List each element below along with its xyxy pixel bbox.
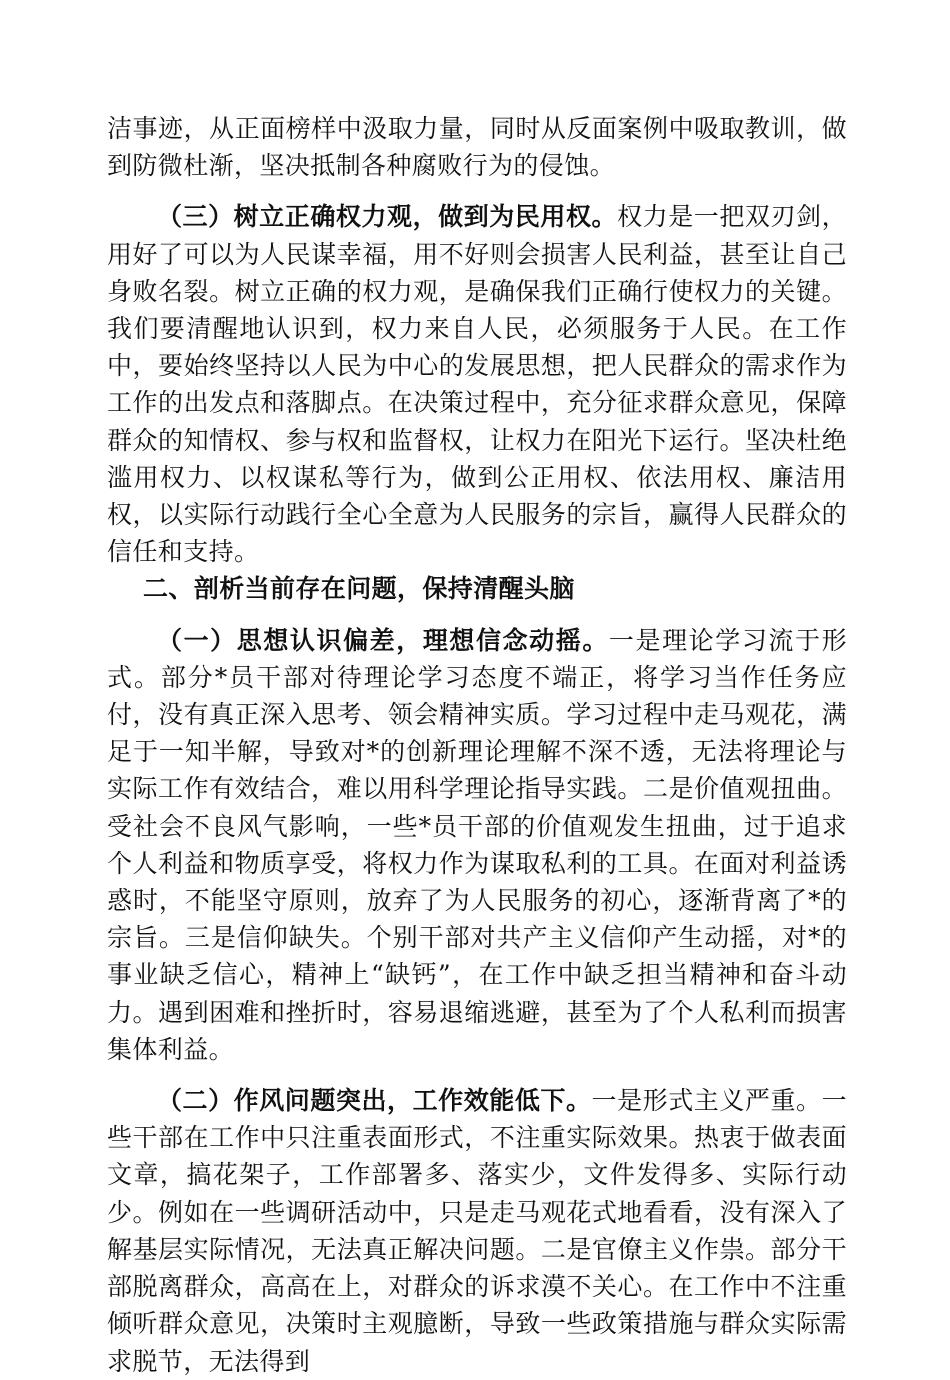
paragraph-work-style (107, 1082, 847, 1380)
paragraph-power-view (107, 198, 847, 570)
paragraph-lead-ideology: （一）思想认识偏差，理想信念动摇。 (157, 625, 609, 655)
paragraph-lead-work-style: （二）作风问题突出，工作效能低下。 (157, 1086, 592, 1116)
paragraph-lead-power-view: （三）树立正确权力观，做到为民用权。 (157, 202, 618, 232)
section-heading-2: 二、剖析当前存在问题，保持清醒头脑 (143, 574, 575, 604)
paragraph-ideology (107, 622, 847, 1068)
paragraph-continued: 洁事迹，从正面榜样中汲取力量，同时从反面案例中吸取教训，做到防微杜渐，坚决抵制各种腐败行为的侵蚀。 (107, 114, 847, 181)
paragraph-body-power-view: 权力是一把双刃剑，用好了可以为人民谋幸福，用不好则会损害人民利益，甚至让自己身败名裂。树立正确的权力观，是确保我们正确行使权力的关键。我们要清醒地认识到，权力来自人民，必须服务于人民。在工作中，要始终坚持以人民为中心的发展思想，把人民群众的需求作为工作的出发点和落脚点。在决策过程中，充分征求群众意见，保障群众的知情权、参与权和监督权，让权力在阳光下运行。坚决杜绝滥用权力、以权谋私等行为，做到公正用权、依法用权、廉洁用权，以实际行动践行全心全意为人民服务的宗旨，赢得人民群众的信任和支持。 (107, 202, 847, 567)
paragraph-body-work-style: 一是形式主义严重。一些干部在工作中只注重表面形式，不注重实际效果。热衷于做表面文章，搞花架子，工作部署多、落实少，文件发得多、实际行动少。例如在一些调研活动中，只是走马观花式地看看，没有深入了解基层实际情况，无法真正解决问题。二是官僚主义作祟。部分干部脱离群众，高高在上，对群众的诉求漠不关心。在工作中不注重倾听群众意见，决策时主观臆断，导致一些政策措施与群众实际需求脱节，无法得到 (107, 1086, 847, 1376)
paragraph-body-ideology: 一是理论学习流于形式。部分*员干部对待理论学习态度不端正，将学习当作任务应付，没有真正深入思考、领会精神实质。学习过程中走马观花，满足于一知半解，导致对*的创新理论理解不深不透，无法将理论与实际工作有效结合，难以用科学理论指导实践。二是价值观扭曲。受社会不良风气影响，一些*员干部的价值观发生扭曲，过于追求个人利益和物质享受，将权力作为谋取私利的工具。在面对利益诱惑时，不能坚守原则，放弃了为人民服务的初心，逐渐背离了*的宗旨。三是信仰缺失。个别干部对共产主义信仰产生动摇，对*的事业缺乏信心，精神上“缺钙”，在工作中缺乏担当精神和奋斗动力。遇到困难和挫折时，容易退缩逃避，甚至为了个人私利而损害集体利益。 (107, 625, 847, 1064)
document-page (107, 110, 847, 1380)
